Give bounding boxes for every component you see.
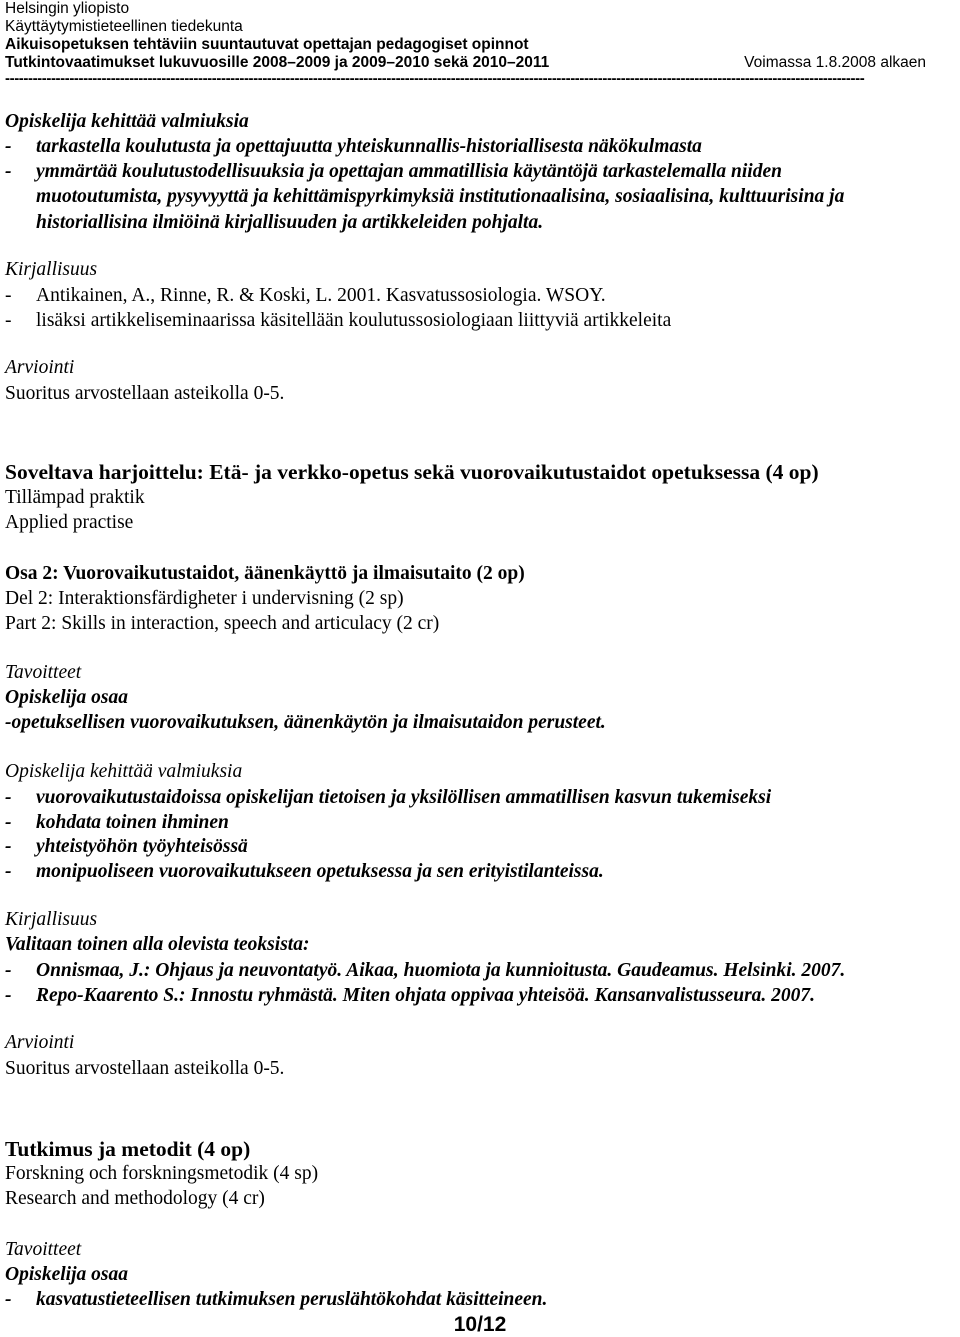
literature-heading: Kirjallisuus (5, 259, 98, 280)
skill-item: ymmärtää koulutustodellisuuksia ja opettajan ammatillisia käytäntöjä tarkastelemalla niiden (36, 161, 782, 182)
skill-item-continued: historiallisina ilmiöinä kirjallisuuden ja artikkeleiden pohjalta. (36, 212, 544, 233)
part-title-english: Part 2: Skills in interaction, speech and articulacy (2 cr) (5, 613, 440, 634)
part-title: Osa 2: Vuorovaikutustaidot, äänenkäyttö ja ilmaisutaito (2 op) (5, 563, 525, 584)
university-name: Helsingin yliopisto (5, 0, 130, 17)
assessment-text: Suoritus arvostellaan asteikolla 0-5. (5, 383, 285, 404)
document-header (5, 0, 955, 72)
learns-heading: Opiskelija osaa (5, 687, 128, 708)
bullet-dash: - (5, 985, 12, 1006)
faculty-name: Käyttäytymistieteellinen tiedekunta (5, 18, 243, 35)
course-title-swedish: Forskning och forskningsmetodik (4 sp) (5, 1163, 319, 1184)
skill-item: yhteistyöhön työyhteisössä (36, 836, 248, 857)
course-title-english: Applied practise (5, 512, 134, 533)
bullet-dash: - (5, 836, 12, 857)
skill-item: monipuoliseen vuorovaikutukseen opetuksessa ja sen erityistilanteissa. (36, 861, 604, 882)
bullet-dash: - (5, 861, 12, 882)
learns-text: -opetuksellisen vuorovaikutuksen, äänenkäytön ja ilmaisutaidon perusteet. (5, 712, 606, 733)
assessment-text: Suoritus arvostellaan asteikolla 0-5. (5, 1058, 285, 1079)
literature-item: Onnismaa, J.: Ohjaus ja neuvontatyö. Aikaa, huomiota ja kunnioitusta. Gaudeamus. Helsinki. 2007. (36, 960, 846, 981)
course-title: Soveltava harjoittelu: Etä- ja verkko-opetus sekä vuorovaikutustaidot opetuksessa (4 op) (5, 460, 819, 484)
program-name: Aikuisopetuksen tehtäviin suuntautuvat opettajan pedagogiset opinnot (5, 36, 529, 53)
goals-heading: Tavoitteet (5, 1239, 82, 1260)
header-requirements-row (5, 54, 955, 72)
skill-item: kohdata toinen ihminen (36, 812, 229, 833)
requirements-title: Tutkintovaatimukset lukuvuosille 2008–2009 ja 2009–2010 sekä 2010–2011 (5, 54, 550, 71)
course-title: Tutkimus ja metodit (4 op) (5, 1137, 251, 1161)
assessment-heading: Arviointi (5, 1032, 75, 1053)
assessment-heading: Arviointi (5, 357, 75, 378)
literature-choose-text: Valitaan toinen alla olevista teoksista: (5, 934, 310, 955)
skill-item-continued: muotoutumista, pysyvyyttä ja kehittämispyrkimyksiä institutionaalisina, sosiaalisina, kulttuurisina ja (36, 186, 845, 207)
skills-heading: Opiskelija kehittää valmiuksia (5, 761, 243, 782)
bullet-dash: - (5, 285, 12, 306)
bullet-dash: - (5, 960, 12, 981)
bullet-dash: - (5, 310, 12, 331)
goals-heading: Tavoitteet (5, 662, 82, 683)
bullet-dash: - (5, 161, 12, 182)
skill-item: tarkastella koulutusta ja opettajuutta yhteiskunnallis-historiallisesta näkökulmasta (36, 136, 702, 157)
literature-item: Repo-Kaarento S.: Innostu ryhmästä. Miten ohjata oppivaa yhteisöä. Kansanvalistusseura. 2007. (36, 985, 816, 1006)
part-title-swedish: Del 2: Interaktionsfärdigheter i undervisning (2 sp) (5, 588, 404, 609)
learns-heading: Opiskelija osaa (5, 1264, 128, 1285)
page-number: 10/12 (453, 1313, 507, 1336)
bullet-dash: - (5, 812, 12, 833)
header-separator: ------------------------------------------------------------------------------------------------------------------------------------------------------------------------------------------- (5, 72, 865, 86)
literature-item: Antikainen, A., Rinne, R. & Koski, L. 2001. Kasvatussosiologia. WSOY. (36, 285, 606, 306)
course-title-english: Research and methodology (4 cr) (5, 1188, 265, 1209)
validity-date: Voimassa 1.8.2008 alkaen (744, 54, 926, 71)
literature-heading: Kirjallisuus (5, 909, 98, 930)
bullet-dash: - (5, 787, 12, 808)
bullet-dash: - (5, 136, 12, 157)
literature-item: lisäksi artikkeliseminaarissa käsitellään koulutussosiologiaan liittyviä artikkeleita (36, 310, 672, 331)
bullet-dash: - (5, 1289, 12, 1310)
course-title-swedish: Tillämpad praktik (5, 487, 145, 508)
skills-heading: Opiskelija kehittää valmiuksia (5, 111, 249, 132)
skill-item: vuorovaikutustaidoissa opiskelijan tietoisen ja yksilöllisen ammatillisen kasvun tukemiseksi (36, 787, 772, 808)
learns-item: kasvatustieteellisen tutkimuksen peruslähtökohdat käsitteineen. (36, 1289, 548, 1310)
